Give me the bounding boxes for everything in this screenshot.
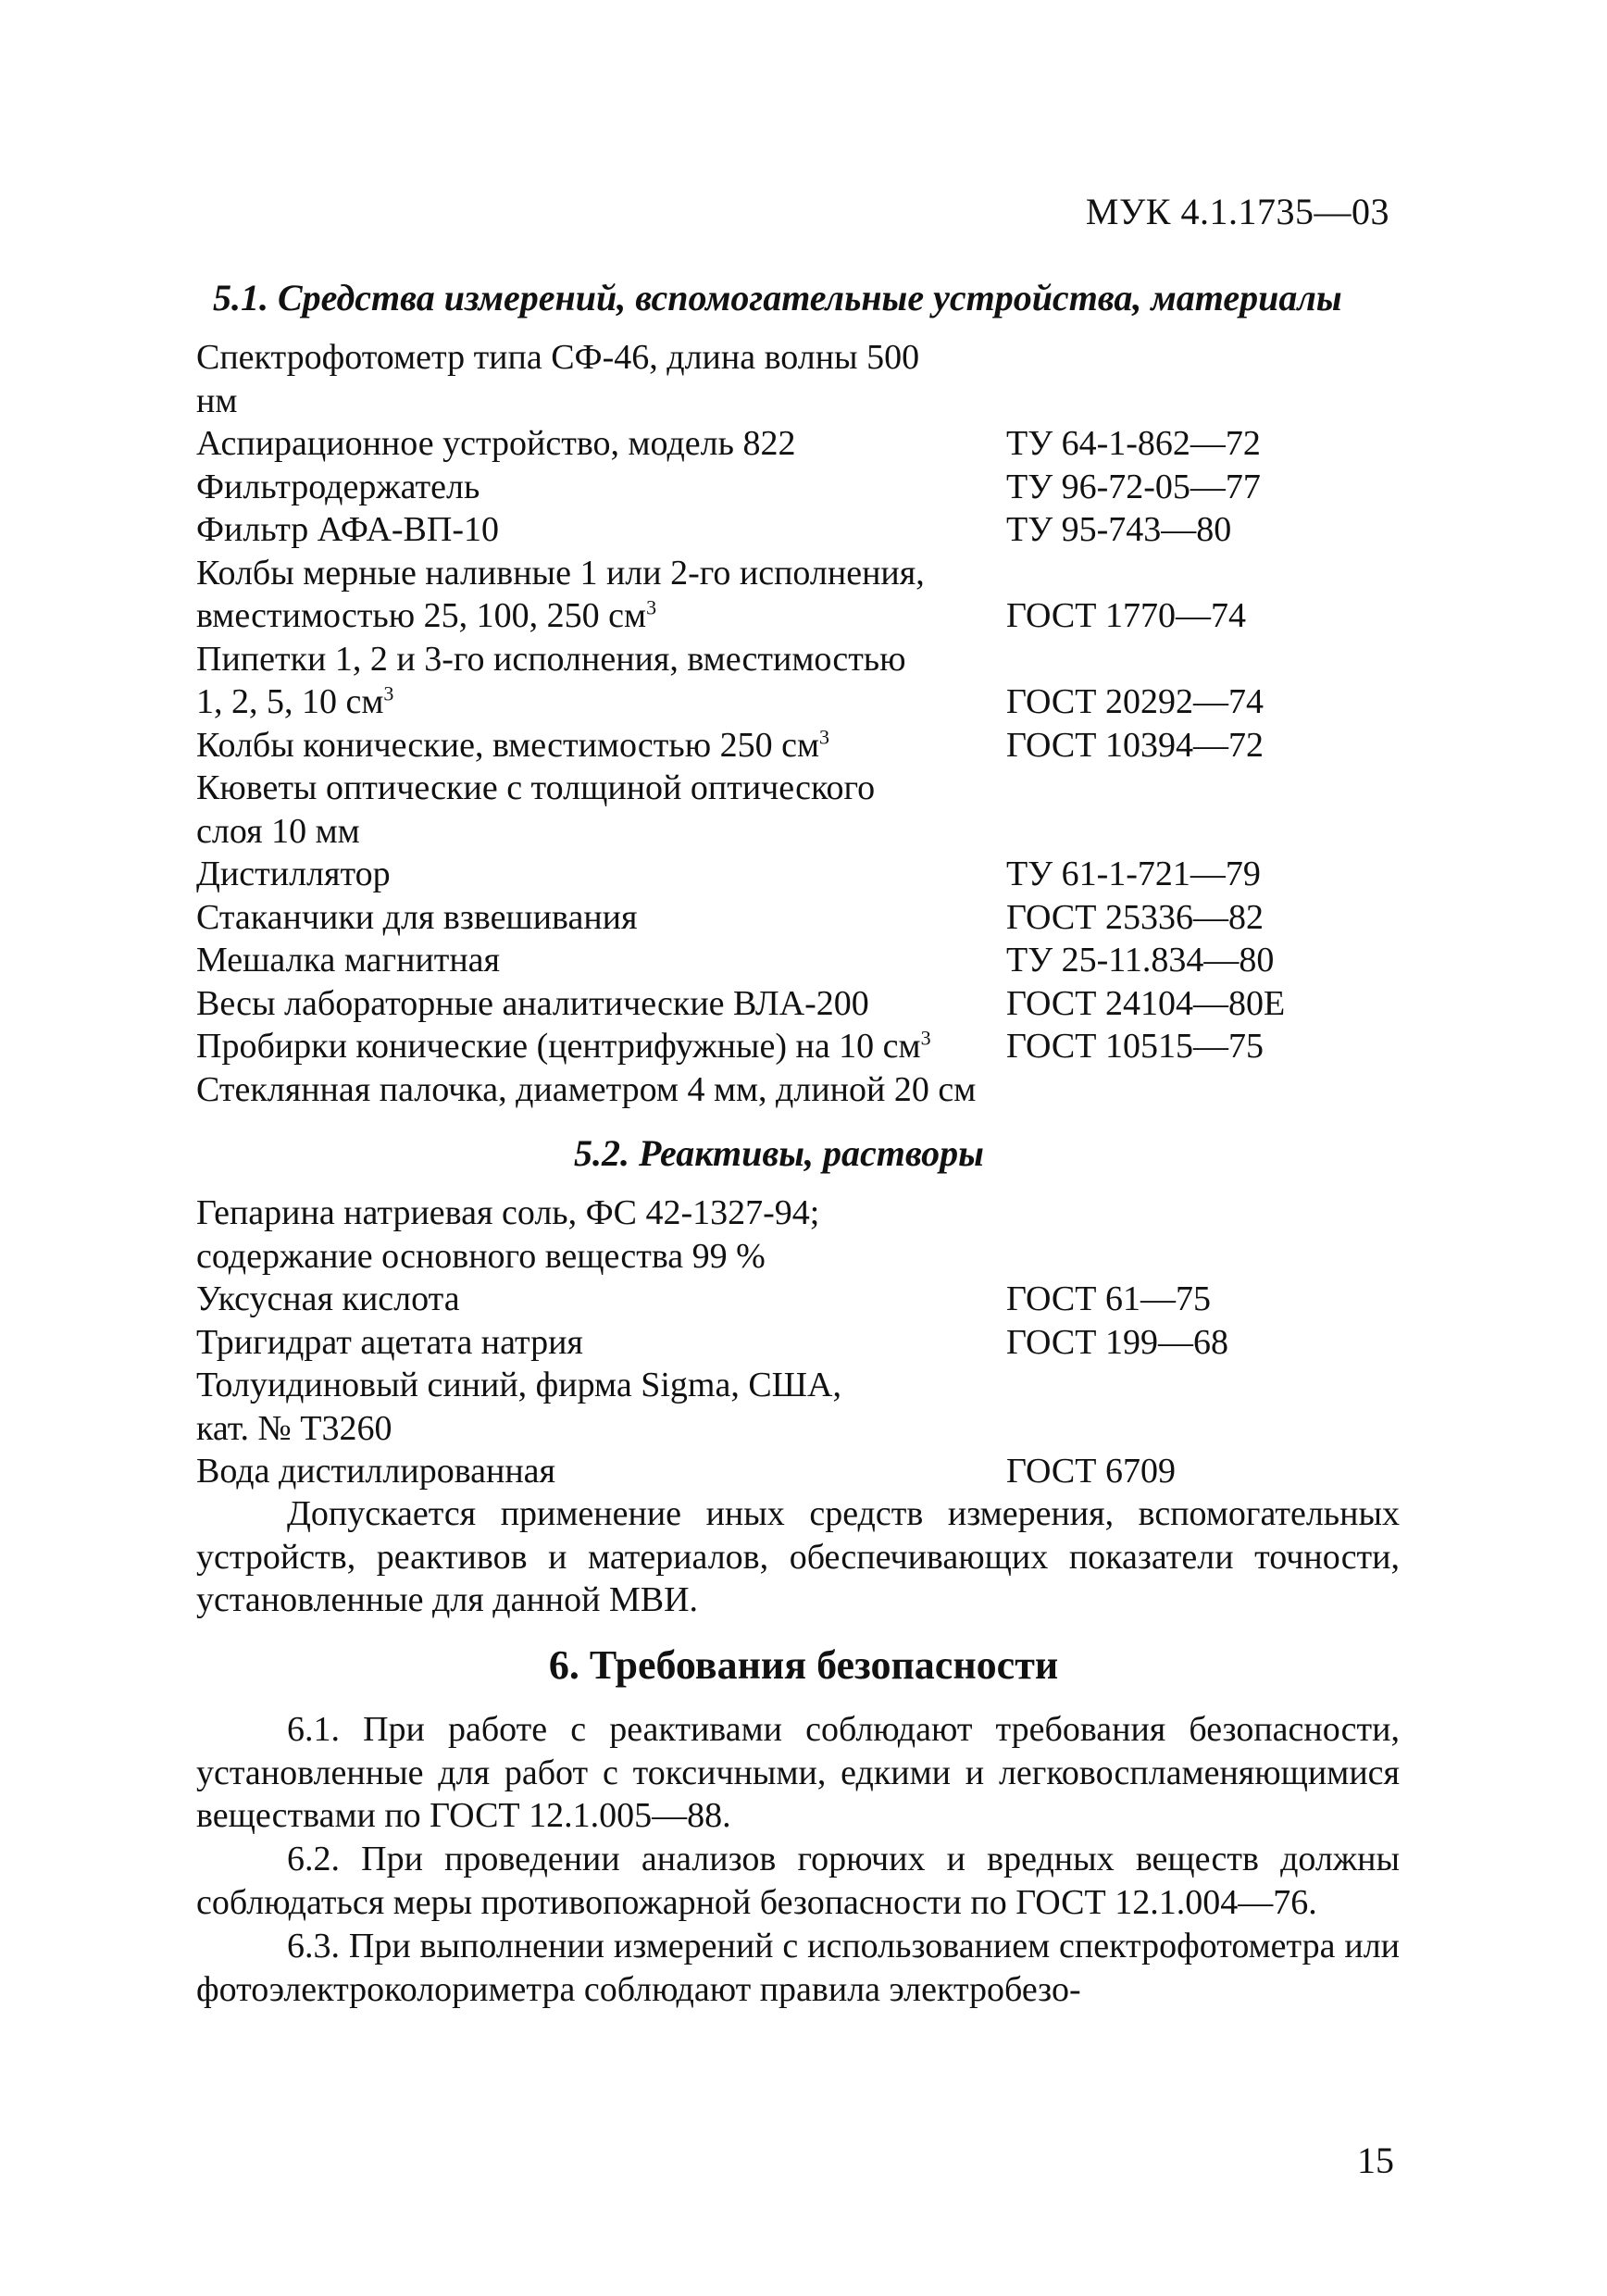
section-5-1-heading: 5.1. Средства измерений, вспомогательные устройства, материалы xyxy=(213,277,1342,318)
list-item xyxy=(196,896,1390,940)
item-standard: ГОСТ 20292—74 xyxy=(1006,682,1264,721)
list-item xyxy=(196,767,1390,853)
item-standard: ГОСТ 25336—82 xyxy=(1006,897,1264,937)
item-name: Тригидрат ацетата натрия xyxy=(196,1322,583,1362)
item-name xyxy=(196,638,1006,724)
item-name xyxy=(196,552,1006,638)
item-standard: ГОСТ 6709 xyxy=(1006,1452,1176,1491)
list-item xyxy=(196,853,1390,896)
item-name xyxy=(196,1025,1006,1068)
item-standard: ТУ 25-11.834—80 xyxy=(1006,941,1275,980)
item-name-text: Колбы мерные наливные 1 или 2-го исполнения, вместимостью 25, 100, 250 см xyxy=(196,553,925,635)
list-item xyxy=(196,1025,1390,1068)
item-name: Дистиллятор xyxy=(196,855,391,893)
item-standard: ТУ 64-1-862—72 xyxy=(1006,424,1261,463)
list-item xyxy=(196,939,1390,982)
item-name: Спектрофотометр типа СФ-46, длина волны 500 нм xyxy=(196,338,920,420)
item-standard: ГОСТ 199—68 xyxy=(1006,1322,1228,1362)
list-item xyxy=(196,508,1390,552)
item-standard: ТУ 96-72-05—77 xyxy=(1006,467,1261,506)
reagents-list xyxy=(196,1192,1390,1493)
item-standard: ТУ 61-1-721—79 xyxy=(1006,855,1261,893)
item-name: Кюветы оптические с толщиной оптического слоя 10 мм xyxy=(196,768,876,851)
list-item xyxy=(196,1068,1390,1112)
section-6-heading: 6. Требования безопасности xyxy=(548,1642,1059,1688)
document-code: МУК 4.1.1735—03 xyxy=(1085,191,1389,232)
superscript: 3 xyxy=(819,724,829,748)
paragraph-6-1 xyxy=(196,1708,1400,1838)
item-name-text: Пробирки конические (центрифужные) на 10 см xyxy=(196,1027,921,1066)
paragraph-6-2 xyxy=(196,1838,1400,1924)
list-item xyxy=(196,1450,1390,1493)
item-name: Весы лабораторные аналитические ВЛА-200 xyxy=(196,983,869,1023)
list-item xyxy=(196,422,1390,466)
note-text: Допускается применение иных средств измерения, вспомогательных устройств, реактивов и материалов, обеспечивающих показатели точности, установленные для данной МВИ. xyxy=(196,1494,1400,1619)
page-number: 15 xyxy=(1357,2140,1394,2181)
list-item xyxy=(196,1321,1390,1365)
list-item xyxy=(196,724,1390,767)
item-standard: ТУ 95-743—80 xyxy=(1006,510,1232,549)
superscript: 3 xyxy=(920,1026,931,1050)
item-standard: ГОСТ 24104—80Е xyxy=(1006,983,1286,1023)
paragraph-text: 6.1. При работе с реактивами соблюдают требования безопасности, установленные для работ с токсичными, едкими и легковоспламеняющимися веществами по ГОСТ 12.1.005—88. xyxy=(196,1710,1400,1835)
item-standard: ГОСТ 61—75 xyxy=(1006,1279,1211,1318)
item-name-text: Пипетки 1, 2 и 3-го исполнения, вместимостью 1, 2, 5, 10 см xyxy=(196,639,906,721)
item-name: Уксусная кислота xyxy=(196,1279,460,1318)
item-standard: ГОСТ 1770—74 xyxy=(1006,596,1246,635)
list-item xyxy=(196,1278,1390,1321)
list-item xyxy=(196,466,1390,509)
list-item xyxy=(196,552,1390,638)
item-standard: ГОСТ 10394—72 xyxy=(1006,725,1264,765)
item-name: Фильтродержатель xyxy=(196,467,480,506)
list-item xyxy=(196,982,1390,1026)
item-name: Аспирационное устройство, модель 822 xyxy=(196,424,796,463)
item-name: Мешалка магнитная xyxy=(196,941,501,980)
item-name: Толуидиновый синий, фирма Sigma, США, кат. № Т3260 xyxy=(196,1366,841,1448)
list-item xyxy=(196,638,1390,724)
list-item xyxy=(196,336,1390,422)
list-item xyxy=(196,1192,1390,1278)
item-standard: ГОСТ 10515—75 xyxy=(1006,1027,1264,1066)
item-name: Стаканчики для взвешивания xyxy=(196,897,638,937)
list-item xyxy=(196,1364,1390,1450)
item-name: Вода дистиллированная xyxy=(196,1452,556,1491)
section-5-2-heading: 5.2. Реактивы, растворы xyxy=(574,1132,984,1174)
superscript: 3 xyxy=(646,595,657,619)
item-name: Гепарина натриевая соль, ФС 42-1327-94; содержание основного вещества 99 % xyxy=(196,1193,820,1276)
item-name-text: Колбы конические, вместимостью 250 см xyxy=(196,725,819,765)
item-name: Фильтр АФА-ВП-10 xyxy=(196,510,499,549)
superscript: 3 xyxy=(383,681,394,705)
equipment-list xyxy=(196,336,1390,1111)
paragraph-text: 6.2. При проведении анализов горючих и вредных веществ должны соблюдаться меры противопожарной безопасности по ГОСТ 12.1.004—76. xyxy=(196,1840,1400,1922)
paragraph-text: 6.3. При выполнении измерений с использованием спектрофотометра или фотоэлектроколориметра соблюдают правила электробезо- xyxy=(196,1927,1400,2009)
note-paragraph xyxy=(196,1492,1400,1622)
paragraph-6-3 xyxy=(196,1925,1400,2011)
item-name xyxy=(196,724,1006,767)
item-name: Стеклянная палочка, диаметром 4 мм, длиной 20 см xyxy=(196,1069,977,1109)
